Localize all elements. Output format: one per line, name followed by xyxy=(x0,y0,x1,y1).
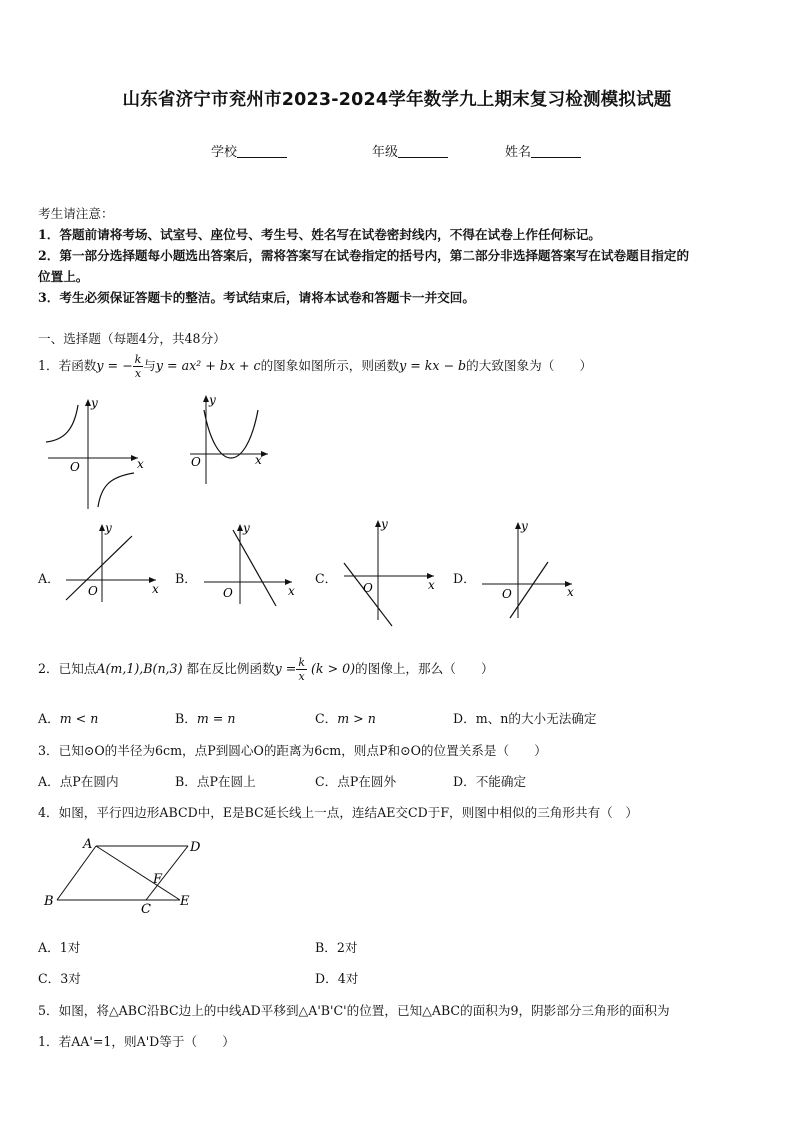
q2-option-b-text: m = n xyxy=(196,711,236,726)
q1-parabola-graph xyxy=(188,392,273,487)
x-axis-arrow xyxy=(261,451,268,457)
x-label: x xyxy=(255,453,262,467)
x-label: x xyxy=(137,457,144,471)
label-a: A xyxy=(83,837,93,852)
q2-suffix: 的图像上，那么（ ） xyxy=(355,661,494,676)
q1-option-a-graph xyxy=(62,522,162,602)
y-label: y xyxy=(521,519,528,533)
q1-option-b-graph xyxy=(200,522,300,607)
q2-prefix: 2．已知点 xyxy=(38,661,97,676)
hyperbola-branch-left xyxy=(46,405,78,442)
question-2 xyxy=(38,654,494,684)
origin-label: O xyxy=(502,587,512,601)
y-label: y xyxy=(209,393,216,407)
question-1 xyxy=(38,352,592,380)
y-label: y xyxy=(243,521,250,535)
q1-option-d-graph xyxy=(480,520,580,620)
q1-prefix: 1．若函数 xyxy=(38,358,97,373)
question-5-line-2: 1．若AA'=1，则A'D等于（ ） xyxy=(38,1034,235,1049)
q4-option-d[interactable]: D．4对 xyxy=(315,971,359,986)
note-2b: 位置上。 xyxy=(38,269,89,284)
origin-label: O xyxy=(88,584,98,598)
q1-f1-num: k xyxy=(134,353,142,366)
q2-option-a-text: m < n xyxy=(59,711,99,726)
school-field xyxy=(211,141,287,160)
q2-mid: 都在反比例函数 xyxy=(186,661,275,676)
q4-option-c[interactable]: C．3对 xyxy=(38,971,81,986)
q2-option-c-text: m > n xyxy=(337,711,376,726)
x-label: x xyxy=(567,585,574,599)
q2-fraction xyxy=(296,656,307,683)
school-label: 学校 xyxy=(211,145,238,160)
section-heading: 一、选择题（每题4分，共48分） xyxy=(38,331,226,346)
q1-option-d[interactable]: D． xyxy=(453,571,476,586)
origin-label: O xyxy=(70,460,80,474)
label-b: B xyxy=(44,894,54,909)
label-f: F xyxy=(153,872,163,887)
q2-option-b-label: B． xyxy=(175,711,197,726)
q4-option-a[interactable]: A．1对 xyxy=(38,940,81,955)
question-3: 3．已知⊙O的半径为6cm，点P到圆心O的距离为6cm，则点P和⊙O的位置关系是（ ） xyxy=(38,743,547,758)
hyperbola-branch-right xyxy=(98,473,134,507)
q1-option-c[interactable]: C． xyxy=(315,571,338,586)
x-label: x xyxy=(288,584,295,598)
y-label: y xyxy=(91,396,98,410)
q1-mid: 与 xyxy=(143,358,156,373)
q2-option-b[interactable] xyxy=(175,708,235,727)
q2-option-d[interactable] xyxy=(453,708,597,727)
name-blank[interactable] xyxy=(531,145,581,158)
q3-option-d[interactable]: D．不能确定 xyxy=(453,774,527,789)
name-field xyxy=(505,141,581,160)
q3-option-c[interactable]: C．点P在圆外 xyxy=(315,774,397,789)
q2-f-num: k xyxy=(298,656,305,669)
q2-condition: (k > 0) xyxy=(311,661,356,676)
notes-heading: 考生请注意： xyxy=(38,206,114,221)
q1-option-b[interactable]: B． xyxy=(175,571,197,586)
q2-points: A(m,1),B(n,3) xyxy=(96,661,183,676)
q3-option-a[interactable]: A．点P在圆内 xyxy=(38,774,119,789)
grade-blank[interactable] xyxy=(398,145,448,158)
q2-option-a-label: A． xyxy=(38,711,60,726)
label-c: C xyxy=(141,902,151,917)
line-graph xyxy=(510,562,548,618)
name-label: 姓名 xyxy=(505,145,532,160)
x-label: x xyxy=(428,578,435,592)
q1-suffix: 的大致图象为（ ） xyxy=(466,358,593,373)
q1-option-c-graph xyxy=(340,518,440,628)
q1-f1-lhs: y = − xyxy=(96,358,133,373)
q3-option-b[interactable]: B．点P在圆上 xyxy=(175,774,256,789)
label-d: D xyxy=(190,840,201,855)
q2-f-den: x xyxy=(298,670,305,683)
origin-label: O xyxy=(363,581,373,595)
label-e: E xyxy=(180,894,190,909)
note-3: 3．考生必须保证答题卡的整洁。考试结束后，请将本试卷和答题卡一并交回。 xyxy=(38,290,475,305)
origin-label: O xyxy=(191,455,201,469)
q1-f1-fraction xyxy=(133,353,144,380)
q2-option-d-text: m、n的大小无法确定 xyxy=(475,711,597,726)
q2-f-lhs: y = xyxy=(274,661,297,676)
segment-ab xyxy=(57,846,96,900)
line-graph xyxy=(233,530,276,606)
question-5-line-1: 5．如图，将△ABC沿BC边上的中线AD平移到△A'B'C'的位置，已知△ABC的面积为9，阴影部分三角形的面积为 xyxy=(38,1003,670,1018)
school-blank[interactable] xyxy=(237,145,287,158)
parabola-curve xyxy=(204,410,258,458)
q4-option-b[interactable]: B．2对 xyxy=(315,940,358,955)
q1-f1-den: x xyxy=(134,367,142,380)
page-title: 山东省济宁市兖州市2023-2024学年数学九上期末复习检测模拟试题 xyxy=(122,90,672,110)
q4-parallelogram-figure xyxy=(40,836,210,916)
y-label: y xyxy=(105,521,112,535)
note-1: 1．答题前请将考场、试室号、座位号、考生号、姓名写在试卷密封线内，不得在试卷上作任何标记。 xyxy=(38,227,601,242)
origin-label: O xyxy=(223,586,233,600)
q1-mid2: 的图象如图所示，则函数 xyxy=(260,358,400,373)
grade-label: 年级 xyxy=(372,145,399,160)
q1-f3: y = kx − b xyxy=(399,358,467,373)
note-2a: 2．第一部分选择题每小题选出答案后，需将答案写在试卷指定的括号内，第二部分非选择题答案写在试卷题目指定的 xyxy=(38,248,690,263)
line-graph xyxy=(66,536,132,600)
q1-hyperbola-graph xyxy=(42,397,142,512)
y-label: y xyxy=(381,517,388,531)
q1-f2: y = ax² + bx + c xyxy=(155,358,261,373)
q2-option-d-label: D． xyxy=(453,711,476,726)
q1-option-a[interactable]: A． xyxy=(38,571,60,586)
q2-option-c[interactable] xyxy=(315,708,376,727)
question-4: 4．如图，平行四边形ABCD中，E是BC延长线上一点，连结AE交CD于F，则图中相似的三角形共有（ ） xyxy=(38,805,638,820)
q2-option-a[interactable] xyxy=(38,708,98,727)
grade-field xyxy=(372,141,448,160)
x-label: x xyxy=(152,582,159,596)
q2-option-c-label: C． xyxy=(315,711,338,726)
